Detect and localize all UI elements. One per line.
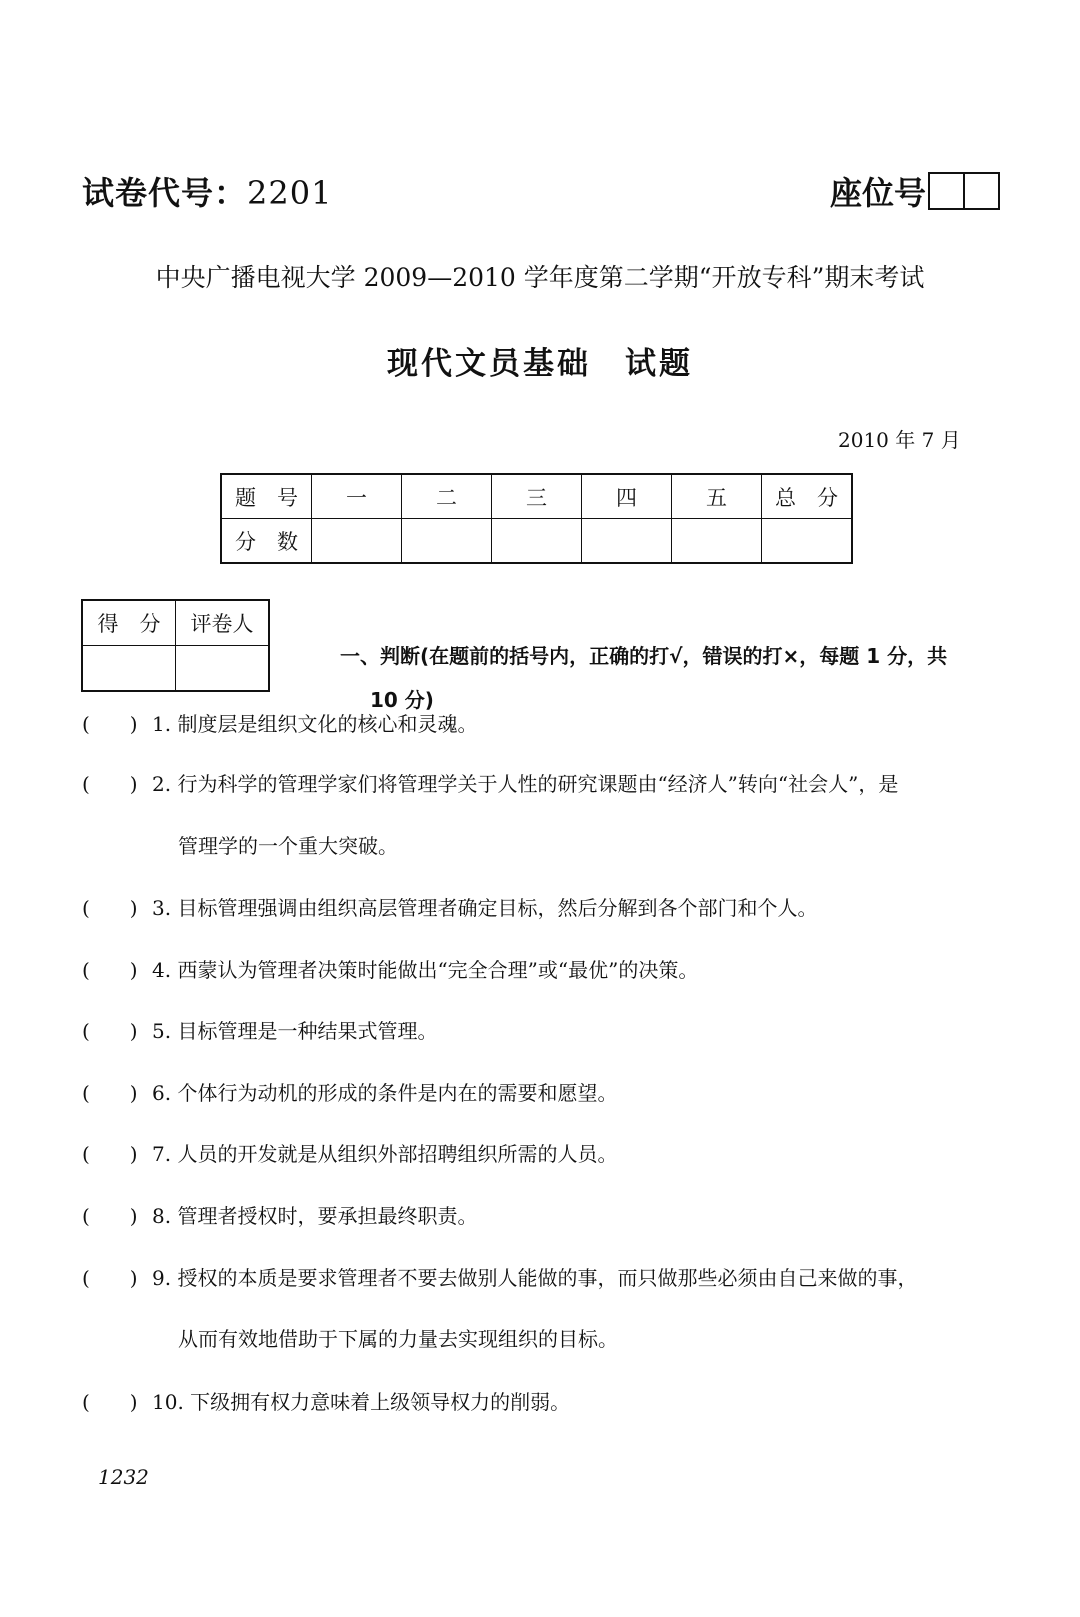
- answer-bracket: ( ): [82, 712, 138, 736]
- question-item: [82, 708, 477, 737]
- question-item: [82, 892, 817, 921]
- question-item: [82, 1138, 617, 1167]
- seat-box: [963, 174, 998, 208]
- answer-bracket: ( ): [82, 1019, 138, 1043]
- answer-bracket: ( ): [82, 896, 138, 920]
- score-blank-cell: [582, 519, 672, 564]
- question-text: 3. 目标管理强调由组织高层管理者确定目标，然后分解到各个部门和个人。: [152, 896, 818, 920]
- grader-table: [81, 599, 270, 692]
- answer-bracket: ( ): [82, 1390, 138, 1414]
- grader-cell: 得 分: [82, 600, 176, 646]
- section-heading-line2: 10 分): [370, 688, 434, 712]
- answer-bracket: ( ): [82, 1081, 138, 1105]
- score-blank-cell: [492, 519, 582, 564]
- answer-bracket: ( ): [82, 958, 138, 982]
- grader-blank-row: [82, 646, 269, 692]
- seat-number-boxes: [928, 172, 1000, 210]
- question-continuation: 从而有效地借助于下属的力量去实现组织的目标。: [178, 1327, 618, 1351]
- question-text: 2. 行为科学的管理学家们将管理学关于人性的研究课题由“经济人”转向“社会人”，是: [152, 772, 899, 796]
- score-cell: 四: [582, 474, 672, 519]
- seat-number: [830, 168, 1000, 214]
- score-cell: 一: [312, 474, 402, 519]
- exam-code-value: 2201: [247, 174, 333, 212]
- exam-code-label: 试卷代号：: [82, 174, 248, 212]
- answer-bracket: ( ): [82, 1142, 138, 1166]
- page-title: 现代文员基础 试题: [387, 346, 693, 382]
- question-continuation: 管理学的一个重大突破。: [178, 834, 398, 858]
- question-text: 10. 下级拥有权力意味着上级领导权力的削弱。: [152, 1390, 571, 1414]
- question-item: [82, 1200, 477, 1229]
- question-text: 5. 目标管理是一种结果式管理。: [152, 1019, 438, 1043]
- exam-code: [82, 168, 332, 214]
- question-item: [82, 1262, 917, 1291]
- question-item: [82, 1077, 617, 1106]
- grader-blank-cell: [82, 646, 176, 692]
- question-text: 7. 人员的开发就是从组织外部招聘组织所需的人员。: [152, 1142, 618, 1166]
- question-text: 9. 授权的本质是要求管理者不要去做别人能做的事，而只做那些必须由自己来做的事，: [152, 1266, 918, 1290]
- answer-bracket: ( ): [82, 1204, 138, 1228]
- question-text: 8. 管理者授权时，要承担最终职责。: [152, 1204, 478, 1228]
- score-blank-cell: [312, 519, 402, 564]
- score-cell: 题 号: [221, 474, 312, 519]
- score-cell: 三: [492, 474, 582, 519]
- seat-box: [930, 174, 963, 208]
- page-number: 1232: [98, 1465, 149, 1489]
- question-item: [82, 768, 898, 797]
- score-table: [220, 473, 853, 564]
- section-heading-line1: 一、判断(在题前的括号内，正确的打√，错误的打×，每题 1 分，共: [340, 644, 948, 668]
- seat-number-label: 座位号: [830, 174, 927, 212]
- score-cell: 二: [402, 474, 492, 519]
- question-text: 1. 制度层是组织文化的核心和灵魂。: [152, 712, 478, 736]
- question-text: 6. 个体行为动机的形成的条件是内在的需要和愿望。: [152, 1081, 618, 1105]
- question-item: [82, 1386, 570, 1415]
- question-text: 4. 西蒙认为管理者决策时能做出“完全合理”或“最优”的决策。: [152, 958, 699, 982]
- answer-bracket: ( ): [82, 772, 138, 796]
- score-cell: 分 数: [221, 519, 312, 564]
- score-blank-cell: [402, 519, 492, 564]
- score-cell: 总 分: [762, 474, 853, 519]
- question-item: [82, 954, 698, 983]
- grader-header-row: [82, 600, 269, 646]
- exam-header: 中央广播电视大学 2009—2010 学年度第二学期“开放专科”期末考试: [155, 263, 925, 292]
- score-blank-cell: [762, 519, 853, 564]
- score-table-header-row: [221, 474, 852, 519]
- question-item: [82, 1015, 437, 1044]
- answer-bracket: ( ): [82, 1266, 138, 1290]
- exam-date: 2010 年 7 月: [838, 428, 961, 452]
- grader-blank-cell: [176, 646, 270, 692]
- grader-cell: 评卷人: [176, 600, 270, 646]
- score-table-value-row: [221, 519, 852, 564]
- score-blank-cell: [672, 519, 762, 564]
- score-cell: 五: [672, 474, 762, 519]
